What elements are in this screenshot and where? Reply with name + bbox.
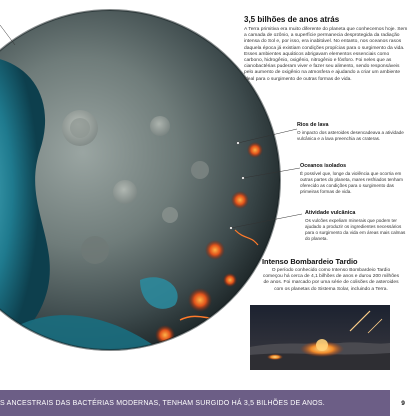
page-number: 9 bbox=[401, 399, 405, 407]
article-body: A Terra primitiva era muito diferente do planeta que conhecemos hoje. Sem a camada de ozônio, a superfície permanecia desprotegida da radiação intensa do Sol e, por isso, era inabitável. No entanto, nos oceanos rasos daquela época já existiam condições propícias para o surgimento da vida. Esses ambientes aquáticos abrigavam elementos essenciais como carbono, hidrogênio, oxigênio, nitrogênio e fósforo. Foi neles que as cianobactérias puderam viver e fazer seu alimento, sendo responsáveis pelo aumento de oxigênio na atmosfera e ajudando a criar um ambiente ideal para o surgimento de outras formas de vida. bbox=[244, 27, 408, 82]
bombardment-body: O período conhecido como Intenso Bombardeio Tardio começou há cerca de 4,1 bilhões de anos e durou 200 milhões de anos. Foi marcado por uma série de colisões de asteroides com os planetas do Sistema Solar, incluindo a Terra. bbox=[262, 268, 400, 292]
article-title: 3,5 bilhões de anos atrás bbox=[244, 15, 340, 24]
callout-title-lava-rivers: Rios de lava bbox=[297, 122, 329, 128]
callout-title-volcanic-activity: Atividade vulcânica bbox=[305, 210, 356, 216]
asteroid-impact-illustration bbox=[250, 305, 390, 370]
page-number-box bbox=[390, 390, 416, 416]
bombardment-title: Intenso Bombardeio Tardio bbox=[262, 257, 358, 266]
callout-body-lava-rivers: O impacto dos asteroides desencadeava a atividade vulcânica e a lava preenchia as crateras. bbox=[297, 130, 404, 141]
callout-title-isolated-oceans: Oceanos isolados bbox=[300, 163, 347, 169]
footer-caption: S ANCESTRAIS DAS BACTÉRIAS MODERNAS, TENHAM SURGIDO HÁ 3,5 BILHÕES DE ANOS. bbox=[0, 400, 325, 407]
callout-body-volcanic-activity: Os vulcões expeliam minerais que podem ter ajudado a produzir os ingredientes necessários para o surgimento da vida em áreas mais calmas do planeta. bbox=[305, 218, 406, 241]
callout-body-isolated-oceans: É possível que, longe da violência que ocorria em outras partes do planeta, mares resfriados tenham oferecido as condições para o surgimento das primeiras formas de vida. bbox=[300, 171, 403, 194]
asteroid-impact-photo bbox=[250, 305, 390, 370]
